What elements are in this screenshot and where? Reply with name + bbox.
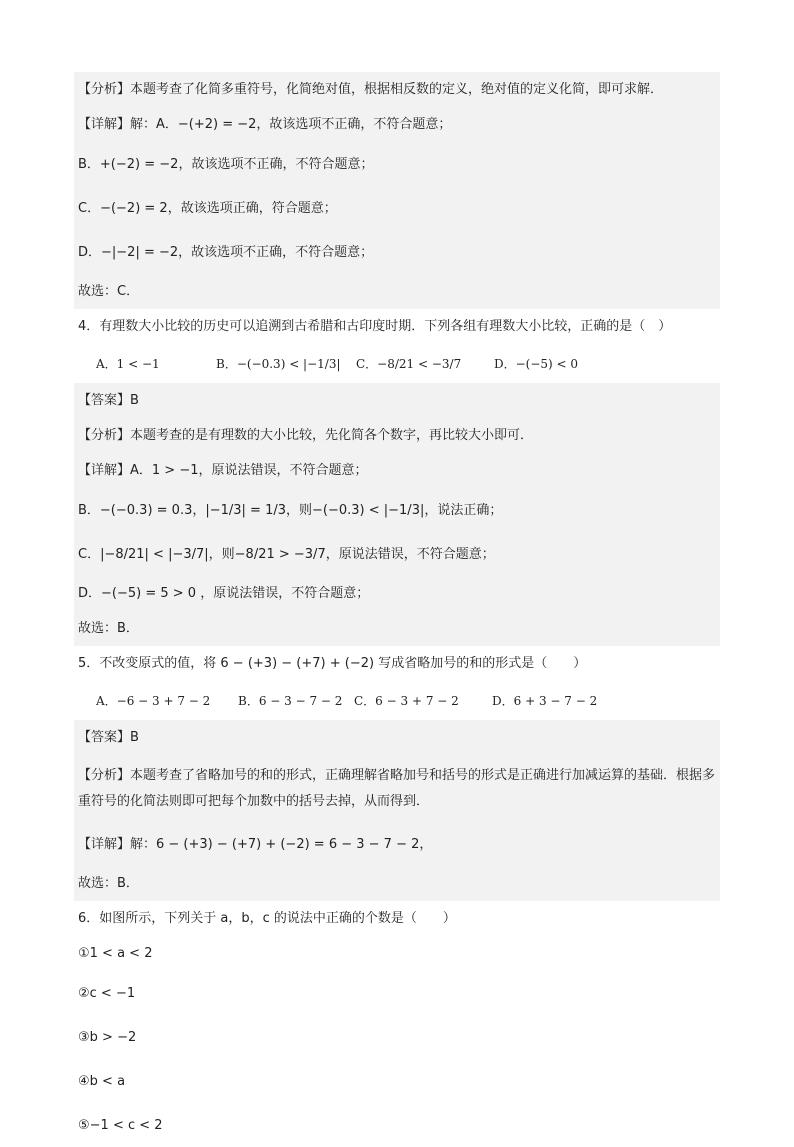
prev-detail-b: B．+(−2) = −2，故该选项不正确，不符合题意； (78, 157, 374, 172)
q5-analysis: 【分析】本题考查了省略加号的和的形式，正确理解省略加号和括号的形式是正确进行加减运算的基础．根据多重符号的化简法则即可把每个加数中的括号去掉，从而得到． (78, 768, 716, 809)
prev-solution-block (74, 72, 720, 309)
document-page (74, 72, 720, 1147)
prev-detail-c: C．−(−2) = 2，故该选项正确，符合题意； (78, 201, 337, 216)
q4-stem: 4．有理数大小比较的历史可以追溯到古希腊和古印度时期．下列各组有理数大小比较，正确的是（ ） (78, 319, 672, 334)
q4-analysis: 【分析】本题考查的是有理数的大小比较，先化简各个数字，再比较大小即可． (78, 428, 534, 443)
q4-options (74, 344, 720, 383)
q5-answer: 【答案】B (78, 730, 139, 745)
q4-detail-b: B．−(−0.3) = 0.3，|−1/3| = 1/3，则−(−0.3) < |−1/3|，说法正确； (78, 503, 503, 518)
q6-item-2: ②c < −1 (78, 986, 136, 1001)
q5-stem: 5．不改变原式的值，将 6 − (+3) − (+7) + (−2) 写成省略加号的和的形式是（ ） (78, 656, 587, 671)
q6-item-5: ⑤−1 < c < 2 (78, 1118, 163, 1133)
prev-analysis: 【分析】本题考查了化简多重符号，化简绝对值，根据相反数的定义，绝对值的定义化简，即可求解． (78, 82, 664, 97)
q5-option-a: A．−6 − 3 + 7 − 2 (96, 694, 211, 708)
q6-item-1: ①1 < a < 2 (78, 946, 153, 961)
q6-item-4: ④b < a (78, 1074, 126, 1089)
q4-solution-block (74, 383, 720, 646)
q4-detail-a: 【详解】A．1 > −1，原说法错误，不符合题意； (78, 463, 368, 478)
q4-detail-d: D．−(−5) = 5 > 0 ，原说法错误，不符合题意； (78, 586, 370, 601)
q4-option-c: C．−8/21 < −3/7 (356, 357, 462, 371)
q4-option-b: B．−(−0.3) < |−1/3| (216, 357, 341, 371)
prev-detail-a: 【详解】解：A．−(+2) = −2，故该选项不正确，不符合题意； (78, 117, 452, 132)
prev-detail-d: D．−|−2| = −2，故该选项不正确，不符合题意； (78, 245, 374, 260)
q5-solution-block (74, 720, 720, 901)
q5-option-c: C．6 − 3 + 7 − 2 (354, 694, 459, 708)
q6-stem: 6．如图所示，下列关于 a，b，c 的说法中正确的个数是（ ） (78, 911, 456, 926)
q4-detail-c: C．|−8/21| < |−3/7|，则−8/21 > −3/7，原说法错误，不符合题意； (78, 547, 495, 562)
q4-answer: 【答案】B (78, 393, 139, 408)
q5-detail: 【详解】解：6 − (+3) − (+7) + (−2) = 6 − 3 − 7 − 2， (78, 837, 433, 852)
q5-options (74, 681, 720, 720)
q5-choose: 故选：B． (78, 876, 139, 891)
q5-option-d: D．6 + 3 − 7 − 2 (492, 694, 598, 708)
prev-choose: 故选：C． (78, 284, 140, 299)
q4-option-d: D．−(−5) < 0 (494, 357, 579, 371)
q4-option-a: A．1 < −1 (96, 357, 160, 371)
q5-option-b: B．6 − 3 − 7 − 2 (238, 694, 343, 708)
q6-item-3: ③b > −2 (78, 1030, 137, 1045)
q4-choose: 故选：B． (78, 621, 139, 636)
